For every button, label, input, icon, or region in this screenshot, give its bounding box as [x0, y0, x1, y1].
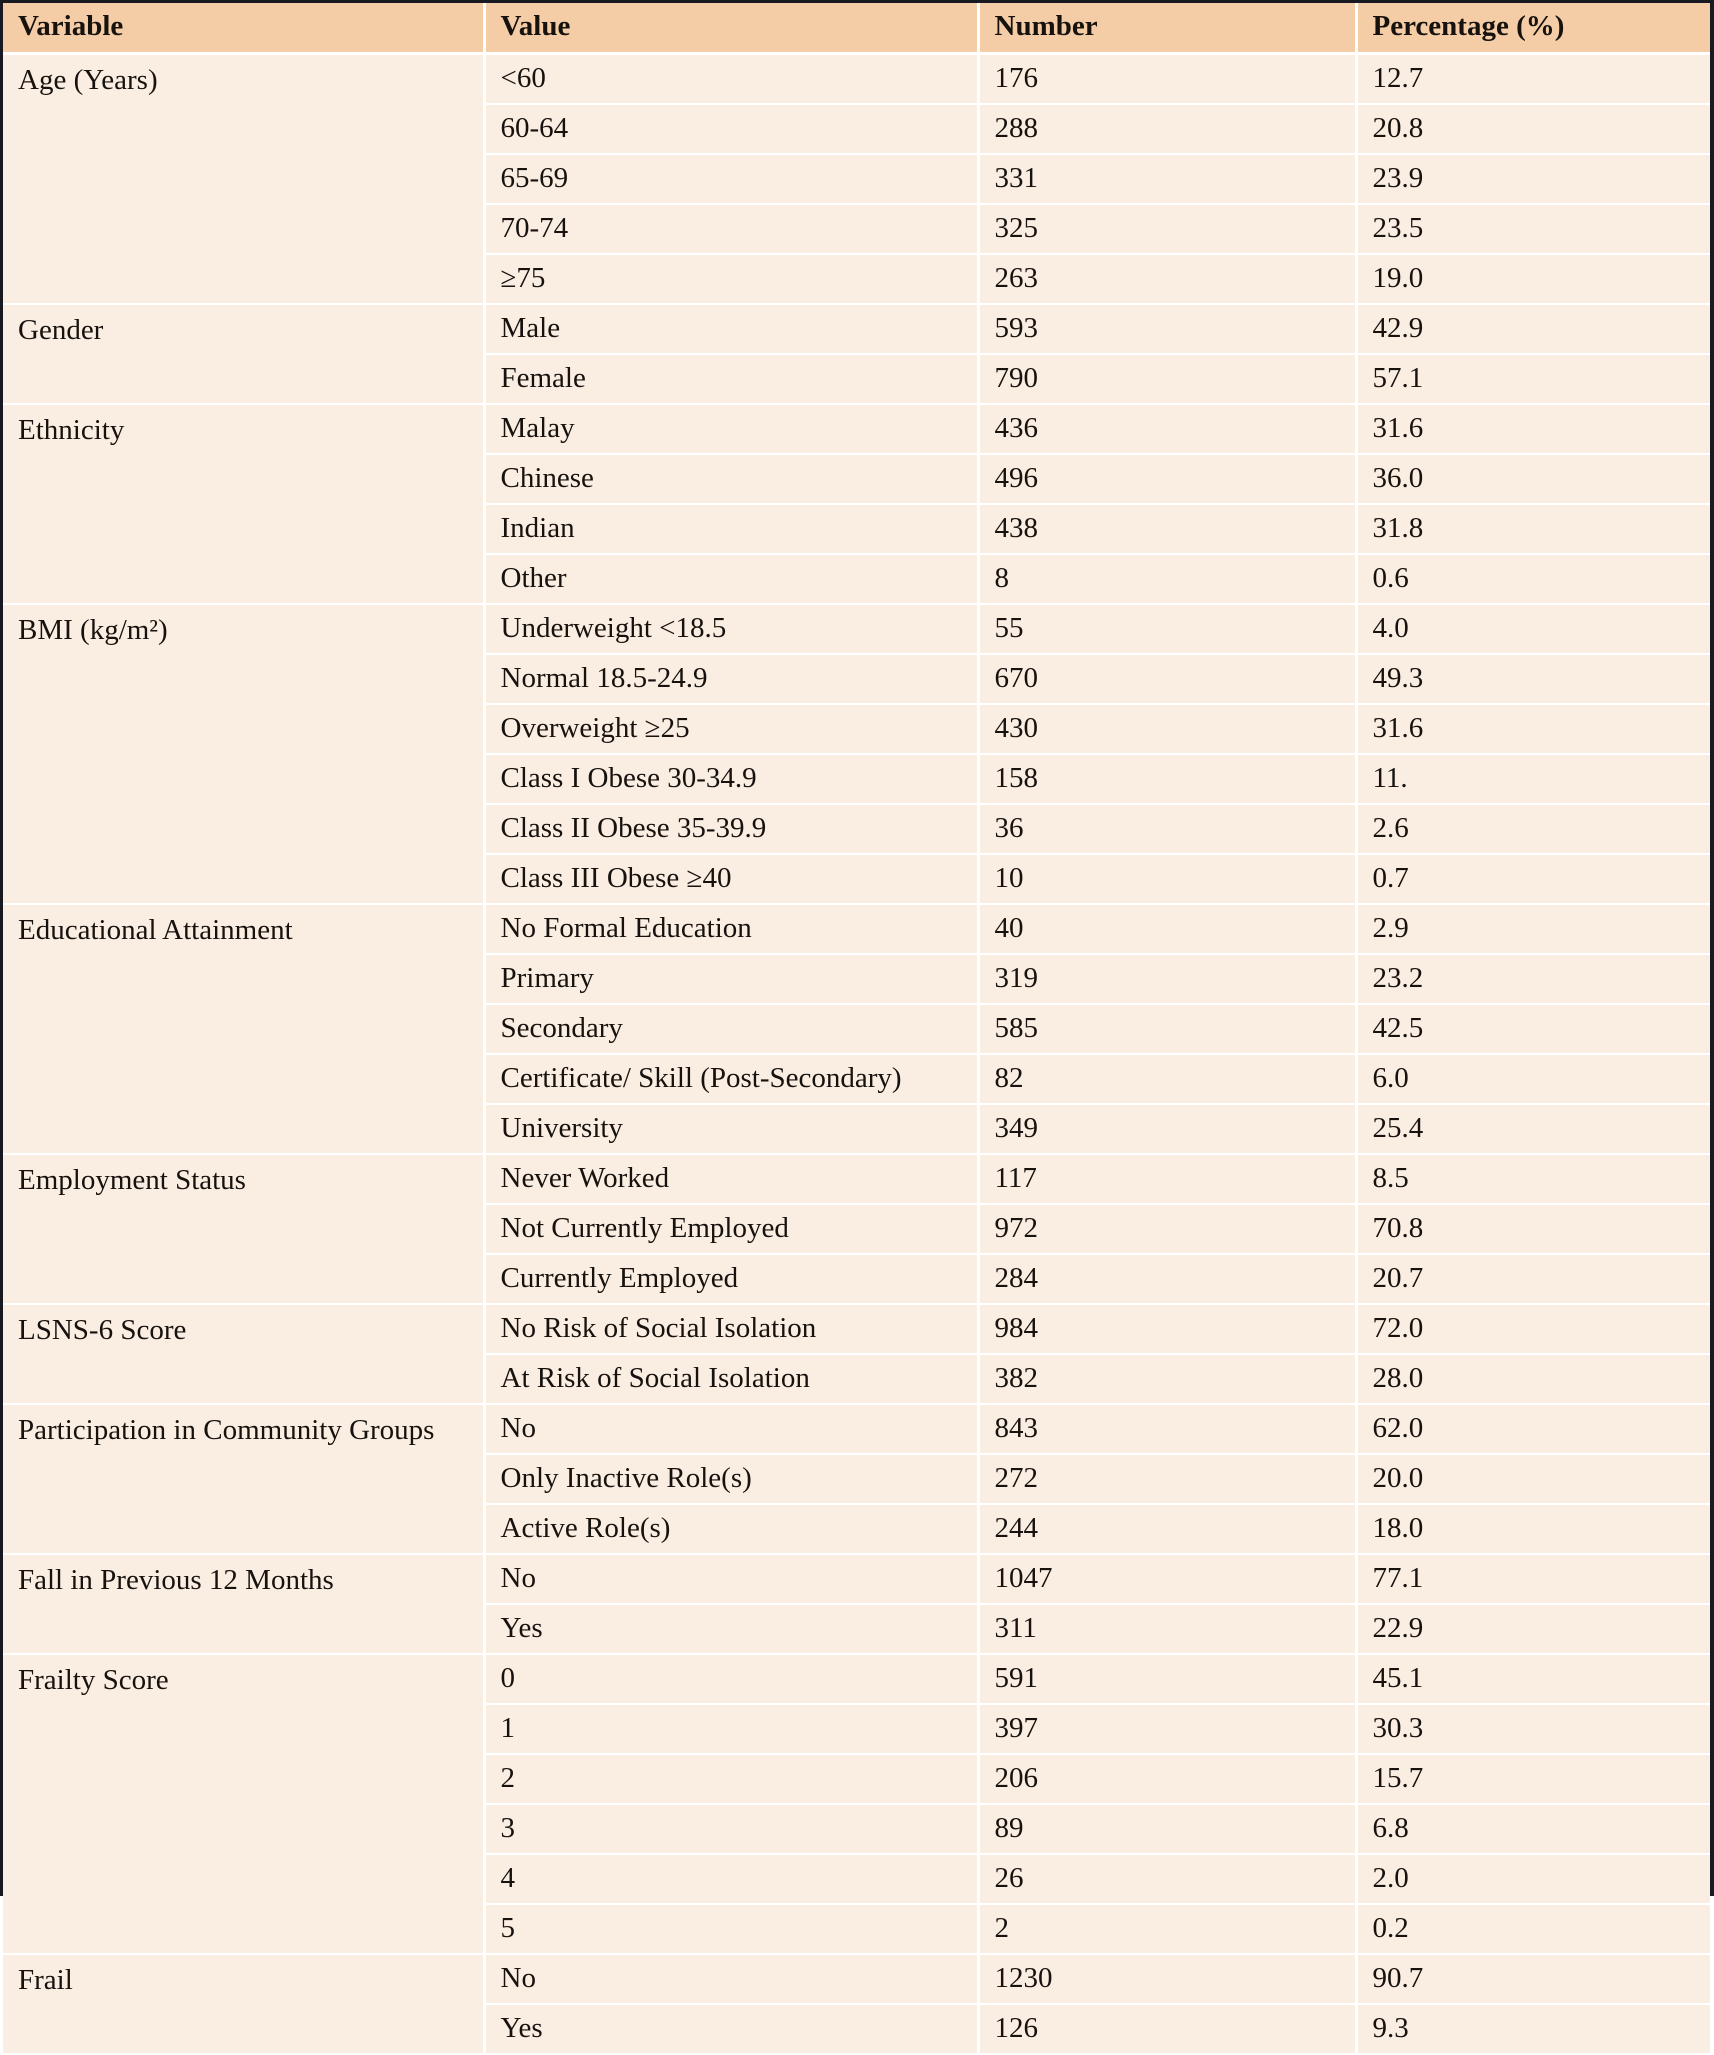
table-row — [3, 1954, 1710, 2004]
percent-cell: 42.5 — [1356, 1004, 1710, 1054]
value-cell: 2 — [484, 1754, 978, 1804]
number-cell: 349 — [978, 1104, 1356, 1154]
number-cell: 430 — [978, 704, 1356, 754]
value-cell: Male — [484, 304, 978, 354]
column-header-number: Number — [978, 3, 1356, 54]
number-cell: 397 — [978, 1704, 1356, 1754]
percent-cell: 49.3 — [1356, 654, 1710, 704]
number-cell: 496 — [978, 454, 1356, 504]
percent-cell: 31.6 — [1356, 404, 1710, 454]
table-row — [3, 904, 1710, 954]
number-cell: 176 — [978, 54, 1356, 105]
value-cell: No Formal Education — [484, 904, 978, 954]
percent-cell: 36.0 — [1356, 454, 1710, 504]
table-row — [3, 1404, 1710, 1454]
value-cell: Indian — [484, 504, 978, 554]
percent-cell: 57.1 — [1356, 354, 1710, 404]
number-cell: 311 — [978, 1604, 1356, 1654]
number-cell: 158 — [978, 754, 1356, 804]
percent-cell: 20.8 — [1356, 104, 1710, 154]
value-cell: At Risk of Social Isolation — [484, 1354, 978, 1404]
value-cell: 3 — [484, 1804, 978, 1854]
number-cell: 790 — [978, 354, 1356, 404]
variable-cell: BMI (kg/m²) — [3, 604, 484, 904]
percent-cell: 6.8 — [1356, 1804, 1710, 1854]
value-cell: Active Role(s) — [484, 1504, 978, 1554]
percent-cell: 12.7 — [1356, 54, 1710, 105]
value-cell: Yes — [484, 2004, 978, 2054]
value-cell: 70-74 — [484, 204, 978, 254]
percent-cell: 70.8 — [1356, 1204, 1710, 1254]
value-cell: Not Currently Employed — [484, 1204, 978, 1254]
percent-cell: 4.0 — [1356, 604, 1710, 654]
table-body — [3, 54, 1710, 2055]
value-cell: No — [484, 1404, 978, 1454]
variable-cell: LSNS-6 Score — [3, 1304, 484, 1404]
percent-cell: 8.5 — [1356, 1154, 1710, 1204]
value-cell: 60-64 — [484, 104, 978, 154]
value-cell: ≥75 — [484, 254, 978, 304]
value-cell: Chinese — [484, 454, 978, 504]
value-cell: Certificate/ Skill (Post-Secondary) — [484, 1054, 978, 1104]
value-cell: 1 — [484, 1704, 978, 1754]
percent-cell: 25.4 — [1356, 1104, 1710, 1154]
value-cell: Class I Obese 30-34.9 — [484, 754, 978, 804]
number-cell: 36 — [978, 804, 1356, 854]
number-cell: 288 — [978, 104, 1356, 154]
number-cell: 325 — [978, 204, 1356, 254]
value-cell: No Risk of Social Isolation — [484, 1304, 978, 1354]
table-row — [3, 404, 1710, 454]
value-cell: Primary — [484, 954, 978, 1004]
number-cell: 984 — [978, 1304, 1356, 1354]
table-row — [3, 1154, 1710, 1204]
percent-cell: 28.0 — [1356, 1354, 1710, 1404]
percent-cell: 9.3 — [1356, 2004, 1710, 2054]
number-cell: 8 — [978, 554, 1356, 604]
value-cell: 65-69 — [484, 154, 978, 204]
value-cell: 5 — [484, 1904, 978, 1954]
header-row — [3, 3, 1710, 54]
percent-cell: 42.9 — [1356, 304, 1710, 354]
number-cell: 319 — [978, 954, 1356, 1004]
table-row — [3, 1554, 1710, 1604]
value-cell: Malay — [484, 404, 978, 454]
percent-cell: 11. — [1356, 754, 1710, 804]
variable-cell: Ethnicity — [3, 404, 484, 604]
number-cell: 55 — [978, 604, 1356, 654]
column-header-value: Value — [484, 3, 978, 54]
table-header — [3, 3, 1710, 54]
percent-cell: 30.3 — [1356, 1704, 1710, 1754]
variable-cell: Age (Years) — [3, 54, 484, 305]
percent-cell: 22.9 — [1356, 1604, 1710, 1654]
number-cell: 10 — [978, 854, 1356, 904]
percent-cell: 2.0 — [1356, 1854, 1710, 1904]
demographics-table — [3, 3, 1710, 2055]
table-row — [3, 604, 1710, 654]
percent-cell: 62.0 — [1356, 1404, 1710, 1454]
percent-cell: 31.8 — [1356, 504, 1710, 554]
percent-cell: 31.6 — [1356, 704, 1710, 754]
percent-cell: 2.6 — [1356, 804, 1710, 854]
number-cell: 40 — [978, 904, 1356, 954]
value-cell: Female — [484, 354, 978, 404]
number-cell: 82 — [978, 1054, 1356, 1104]
number-cell: 244 — [978, 1504, 1356, 1554]
value-cell: Yes — [484, 1604, 978, 1654]
table-row — [3, 1304, 1710, 1354]
number-cell: 263 — [978, 254, 1356, 304]
value-cell: Currently Employed — [484, 1254, 978, 1304]
percent-cell: 45.1 — [1356, 1654, 1710, 1704]
percent-cell: 20.7 — [1356, 1254, 1710, 1304]
value-cell: 4 — [484, 1854, 978, 1904]
number-cell: 331 — [978, 154, 1356, 204]
percent-cell: 2.9 — [1356, 904, 1710, 954]
value-cell: Never Worked — [484, 1154, 978, 1204]
percent-cell: 20.0 — [1356, 1454, 1710, 1504]
table-row — [3, 54, 1710, 105]
percent-cell: 18.0 — [1356, 1504, 1710, 1554]
number-cell: 843 — [978, 1404, 1356, 1454]
value-cell: Class III Obese ≥40 — [484, 854, 978, 904]
value-cell: No — [484, 1954, 978, 2004]
number-cell: 117 — [978, 1154, 1356, 1204]
value-cell: Class II Obese 35-39.9 — [484, 804, 978, 854]
variable-cell: Fall in Previous 12 Months — [3, 1554, 484, 1654]
percent-cell: 72.0 — [1356, 1304, 1710, 1354]
value-cell: Underweight <18.5 — [484, 604, 978, 654]
number-cell: 89 — [978, 1804, 1356, 1854]
variable-cell: Employment Status — [3, 1154, 484, 1304]
number-cell: 670 — [978, 654, 1356, 704]
percent-cell: 15.7 — [1356, 1754, 1710, 1804]
value-cell: Normal 18.5-24.9 — [484, 654, 978, 704]
column-header-variable: Variable — [3, 3, 484, 54]
number-cell: 436 — [978, 404, 1356, 454]
variable-cell: Participation in Community Groups — [3, 1404, 484, 1554]
number-cell: 272 — [978, 1454, 1356, 1504]
value-cell: Only Inactive Role(s) — [484, 1454, 978, 1504]
percent-cell: 90.7 — [1356, 1954, 1710, 2004]
value-cell: Other — [484, 554, 978, 604]
value-cell: <60 — [484, 54, 978, 105]
percent-cell: 0.6 — [1356, 554, 1710, 604]
variable-cell: Gender — [3, 304, 484, 404]
percent-cell: 19.0 — [1356, 254, 1710, 304]
table-row — [3, 304, 1710, 354]
table-row — [3, 1654, 1710, 1704]
number-cell: 972 — [978, 1204, 1356, 1254]
percent-cell: 23.9 — [1356, 154, 1710, 204]
number-cell: 206 — [978, 1754, 1356, 1804]
percent-cell: 23.2 — [1356, 954, 1710, 1004]
variable-cell: Educational Attainment — [3, 904, 484, 1154]
variable-cell: Frailty Score — [3, 1654, 484, 1954]
number-cell: 585 — [978, 1004, 1356, 1054]
value-cell: Secondary — [484, 1004, 978, 1054]
percent-cell: 77.1 — [1356, 1554, 1710, 1604]
number-cell: 1047 — [978, 1554, 1356, 1604]
value-cell: Overweight ≥25 — [484, 704, 978, 754]
number-cell: 284 — [978, 1254, 1356, 1304]
percent-cell: 0.7 — [1356, 854, 1710, 904]
percent-cell: 6.0 — [1356, 1054, 1710, 1104]
number-cell: 1230 — [978, 1954, 1356, 2004]
value-cell: University — [484, 1104, 978, 1154]
number-cell: 2 — [978, 1904, 1356, 1954]
percent-cell: 23.5 — [1356, 204, 1710, 254]
number-cell: 382 — [978, 1354, 1356, 1404]
value-cell: 0 — [484, 1654, 978, 1704]
variable-cell: Frail — [3, 1954, 484, 2054]
number-cell: 593 — [978, 304, 1356, 354]
value-cell: No — [484, 1554, 978, 1604]
column-header-percentage: Percentage (%) — [1356, 3, 1710, 54]
number-cell: 438 — [978, 504, 1356, 554]
percent-cell: 0.2 — [1356, 1904, 1710, 1954]
number-cell: 591 — [978, 1654, 1356, 1704]
number-cell: 126 — [978, 2004, 1356, 2054]
number-cell: 26 — [978, 1854, 1356, 1904]
